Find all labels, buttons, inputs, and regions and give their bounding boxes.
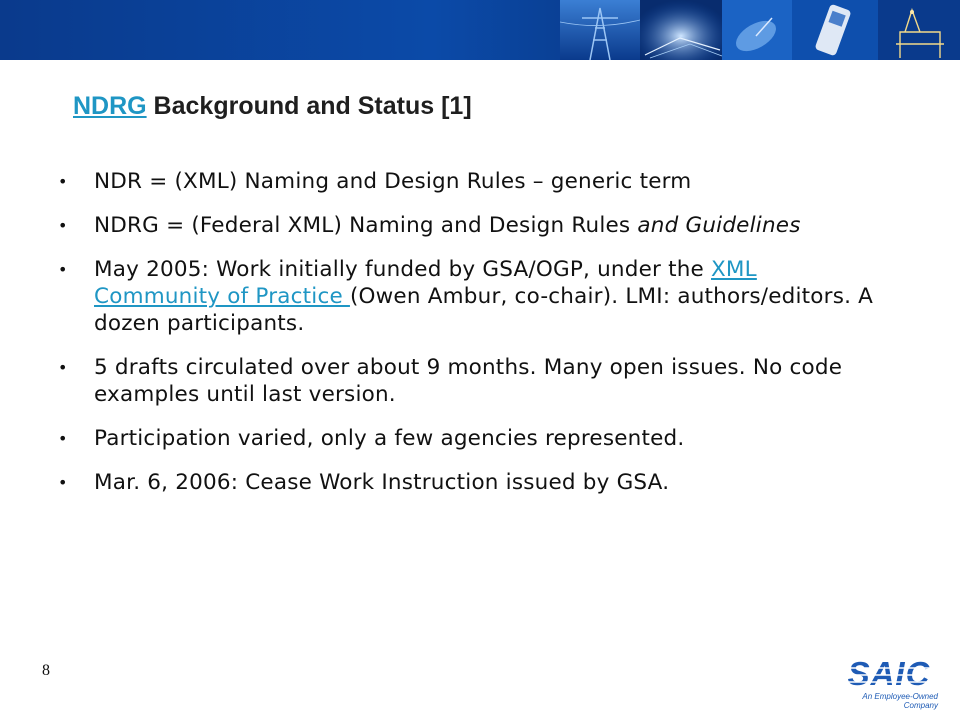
saic-logo	[838, 655, 938, 710]
slide-title	[73, 92, 472, 121]
bullet-item	[58, 256, 888, 337]
bullet-dot-icon: •	[58, 172, 68, 191]
bullet-dot-icon: •	[58, 260, 68, 279]
page-number: 8	[42, 662, 50, 679]
oil-rig-icon	[878, 0, 960, 60]
bullet-item	[58, 425, 888, 452]
bullet-text: (Owen Ambur, co-chair). LMI: authors/editors. A dozen participants.	[94, 284, 874, 336]
bullet-dot-icon: •	[58, 473, 68, 492]
bullet-dot-icon: •	[58, 216, 68, 235]
bullet-item	[58, 354, 888, 408]
bullet-dot-icon: •	[58, 358, 68, 377]
bullet-text-italic: and Guidelines	[637, 213, 801, 238]
xml-community-link[interactable]: XML Community of Practice	[94, 257, 757, 309]
bullet-item	[58, 469, 888, 496]
satellite-dish-icon	[722, 0, 792, 60]
ndrg-title-link[interactable]: NDRG	[73, 92, 147, 120]
bullet-text: NDRG = (Federal XML) Naming and Design Rules	[94, 213, 638, 238]
bullet-dot-icon: •	[58, 429, 68, 448]
bullet-text: May 2005: Work initially funded by GSA/OGP, under the	[94, 257, 711, 282]
city-lights-icon	[640, 0, 722, 60]
bullet-text: 5 drafts circulated over about 9 months. Many open issues. No code examples until last version.	[94, 355, 843, 407]
banner-photo-strip	[560, 0, 960, 60]
logo-stripes	[838, 655, 938, 695]
title-text: Background and Status [1]	[146, 92, 472, 120]
bullet-item	[58, 168, 888, 195]
bullet-text: Mar. 6, 2006: Cease Work Instruction issued by GSA.	[94, 470, 670, 495]
logo-wordmark: SAIC	[847, 655, 931, 692]
bullet-item	[58, 212, 888, 239]
power-tower-icon	[560, 0, 640, 60]
logo-tagline: An Employee-Owned Company	[862, 692, 938, 710]
mobile-phone-icon	[792, 0, 878, 60]
header-banner	[0, 0, 960, 60]
bullet-text: NDR = (XML) Naming and Design Rules – generic term	[94, 169, 692, 194]
bullet-text: Participation varied, only a few agencies represented.	[94, 426, 685, 451]
bullet-list	[58, 168, 888, 513]
